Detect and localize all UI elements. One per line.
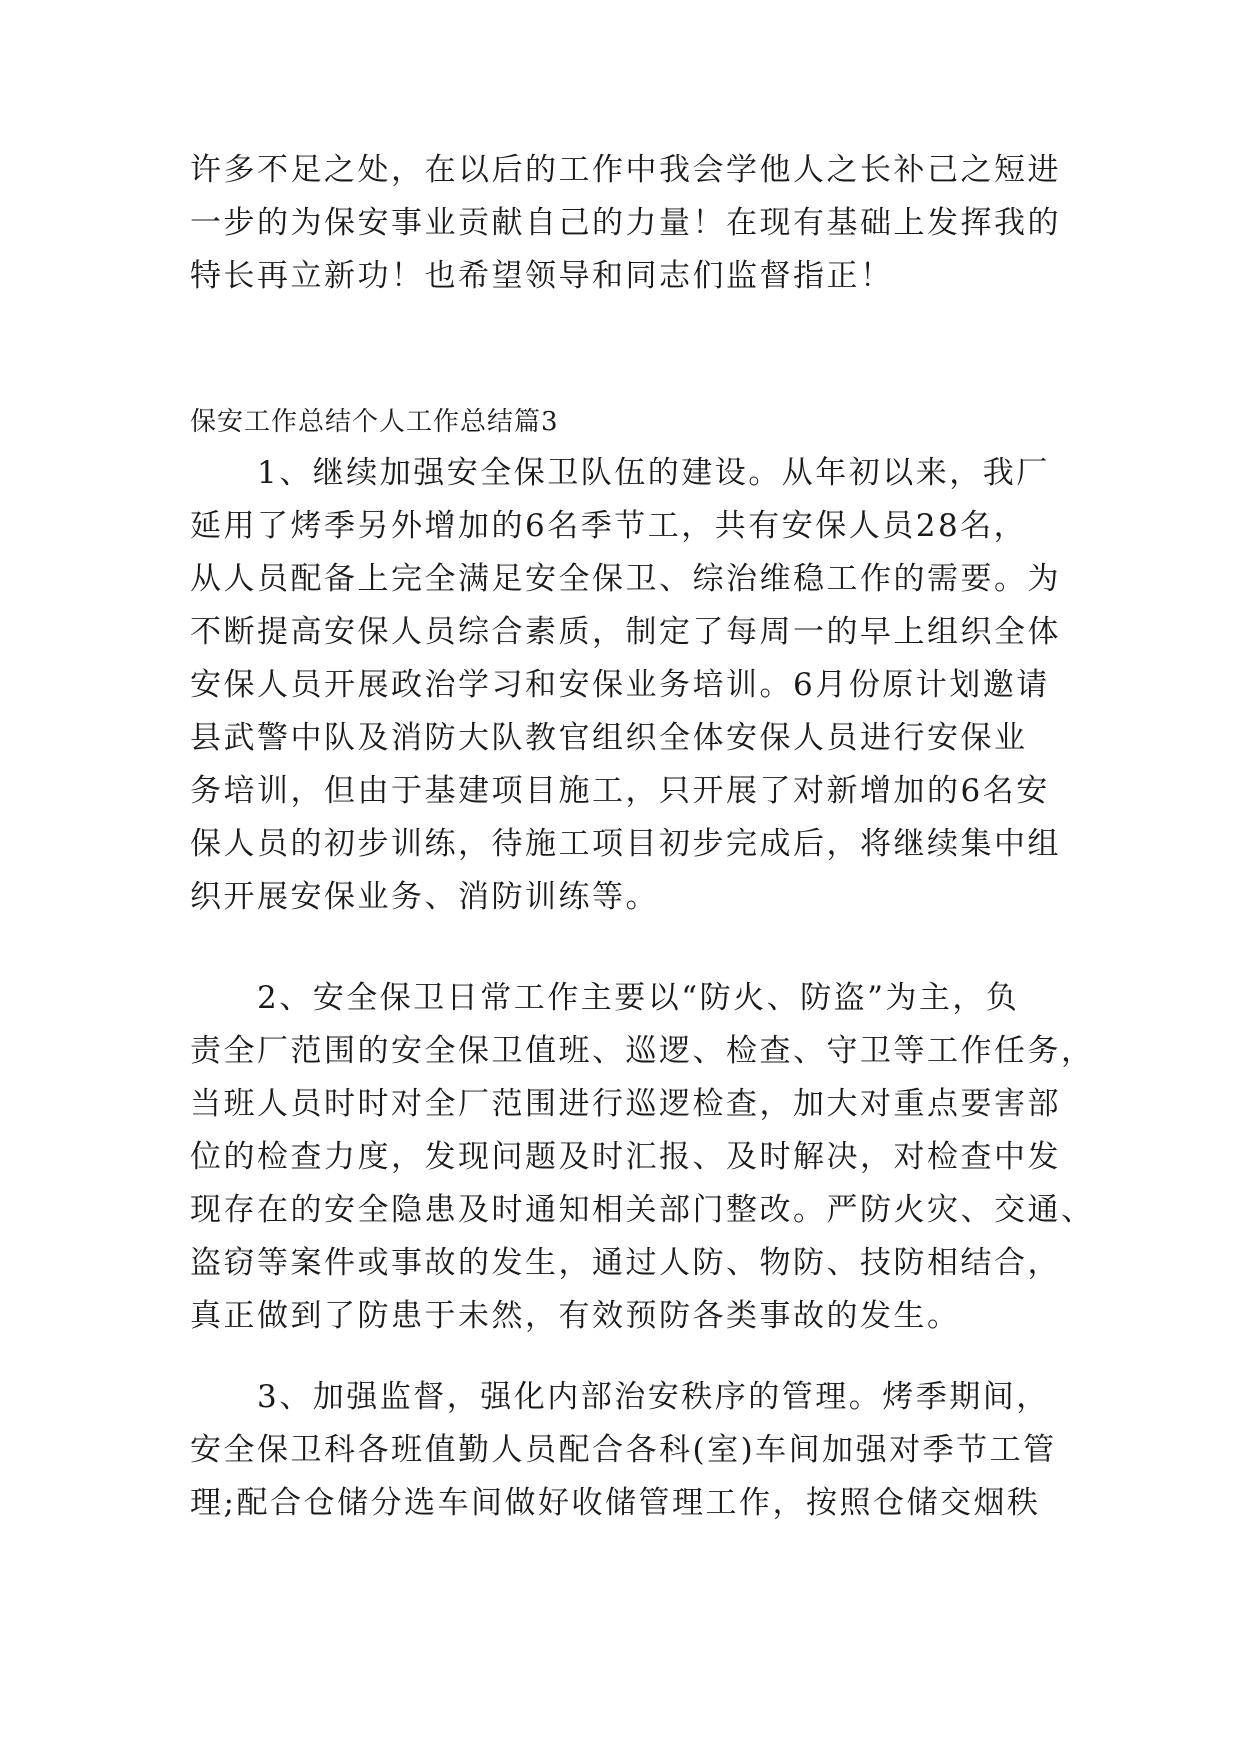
paragraph-line: 3、加强监督，强化内部治安秩序的管理。烤季期间，	[190, 1379, 1050, 1415]
paragraph-line: 盗窃等案件或事故的发生，通过人防、物防、技防相结合，	[190, 1245, 1061, 1281]
paragraph-line: 县武警中队及消防大队教官组织全体安保人员进行安保业	[190, 720, 1028, 756]
paragraph-line: 责全厂范围的安全保卫值班、巡逻、检查、守卫等工作任务，	[190, 1033, 1095, 1069]
paragraph-line: 1、继续加强安全保卫队伍的建设。从年初以来，我厂	[190, 455, 1050, 491]
paragraph-line: 安保人员开展政治学习和安保业务培训。6月份原计划邀请	[190, 667, 1050, 703]
intro-line: 一步的为保安事业贡献自己的力量！在现有基础上发挥我的	[190, 205, 1061, 241]
paragraph-line: 从人员配备上完全满足安全保卫、综治维稳工作的需要。为	[190, 561, 1061, 597]
paragraph-line: 当班人员时时对全厂范围进行巡逻检查，加大对重点要害部	[190, 1086, 1061, 1122]
paragraph-line: 2、安全保卫日常工作主要以“防火、防盗”为主，负	[190, 980, 1020, 1016]
intro-line: 特长再立新功！也希望领导和同志们监督指正！	[190, 258, 894, 294]
paragraph-line: 现存在的安全隐患及时通知相关部门整改。严防火灾、交通、	[190, 1192, 1095, 1228]
intro-line: 许多不足之处，在以后的工作中我会学他人之长补己之短进	[190, 152, 1061, 188]
paragraph-line: 位的检查力度，发现问题及时汇报、及时解决，对检查中发	[190, 1139, 1061, 1175]
paragraph-line: 织开展安保业务、消防训练等。	[190, 879, 659, 915]
paragraph-line: 保人员的初步训练，待施工项目初步完成后，将继续集中组	[190, 826, 1061, 862]
paragraph-line: 延用了烤季另外增加的6名季节工，共有安保人员28名，	[190, 508, 1028, 544]
paragraph-line: 务培训，但由于基建项目施工，只开展了对新增加的6名安	[190, 773, 1050, 809]
section-title: 保安工作总结个人工作总结篇3	[190, 407, 559, 437]
paragraph-line: 不断提高安保人员综合素质，制定了每周一的早上组织全体	[190, 614, 1061, 650]
paragraph-line: 理;配合仓储分选车间做好收储管理工作，按照仓储交烟秩	[190, 1485, 1041, 1521]
paragraph-line: 真正做到了防患于未然，有效预防各类事故的发生。	[190, 1298, 961, 1334]
paragraph-line: 安全保卫科各班值勤人员配合各科(室)车间加强对季节工管	[190, 1432, 1057, 1468]
